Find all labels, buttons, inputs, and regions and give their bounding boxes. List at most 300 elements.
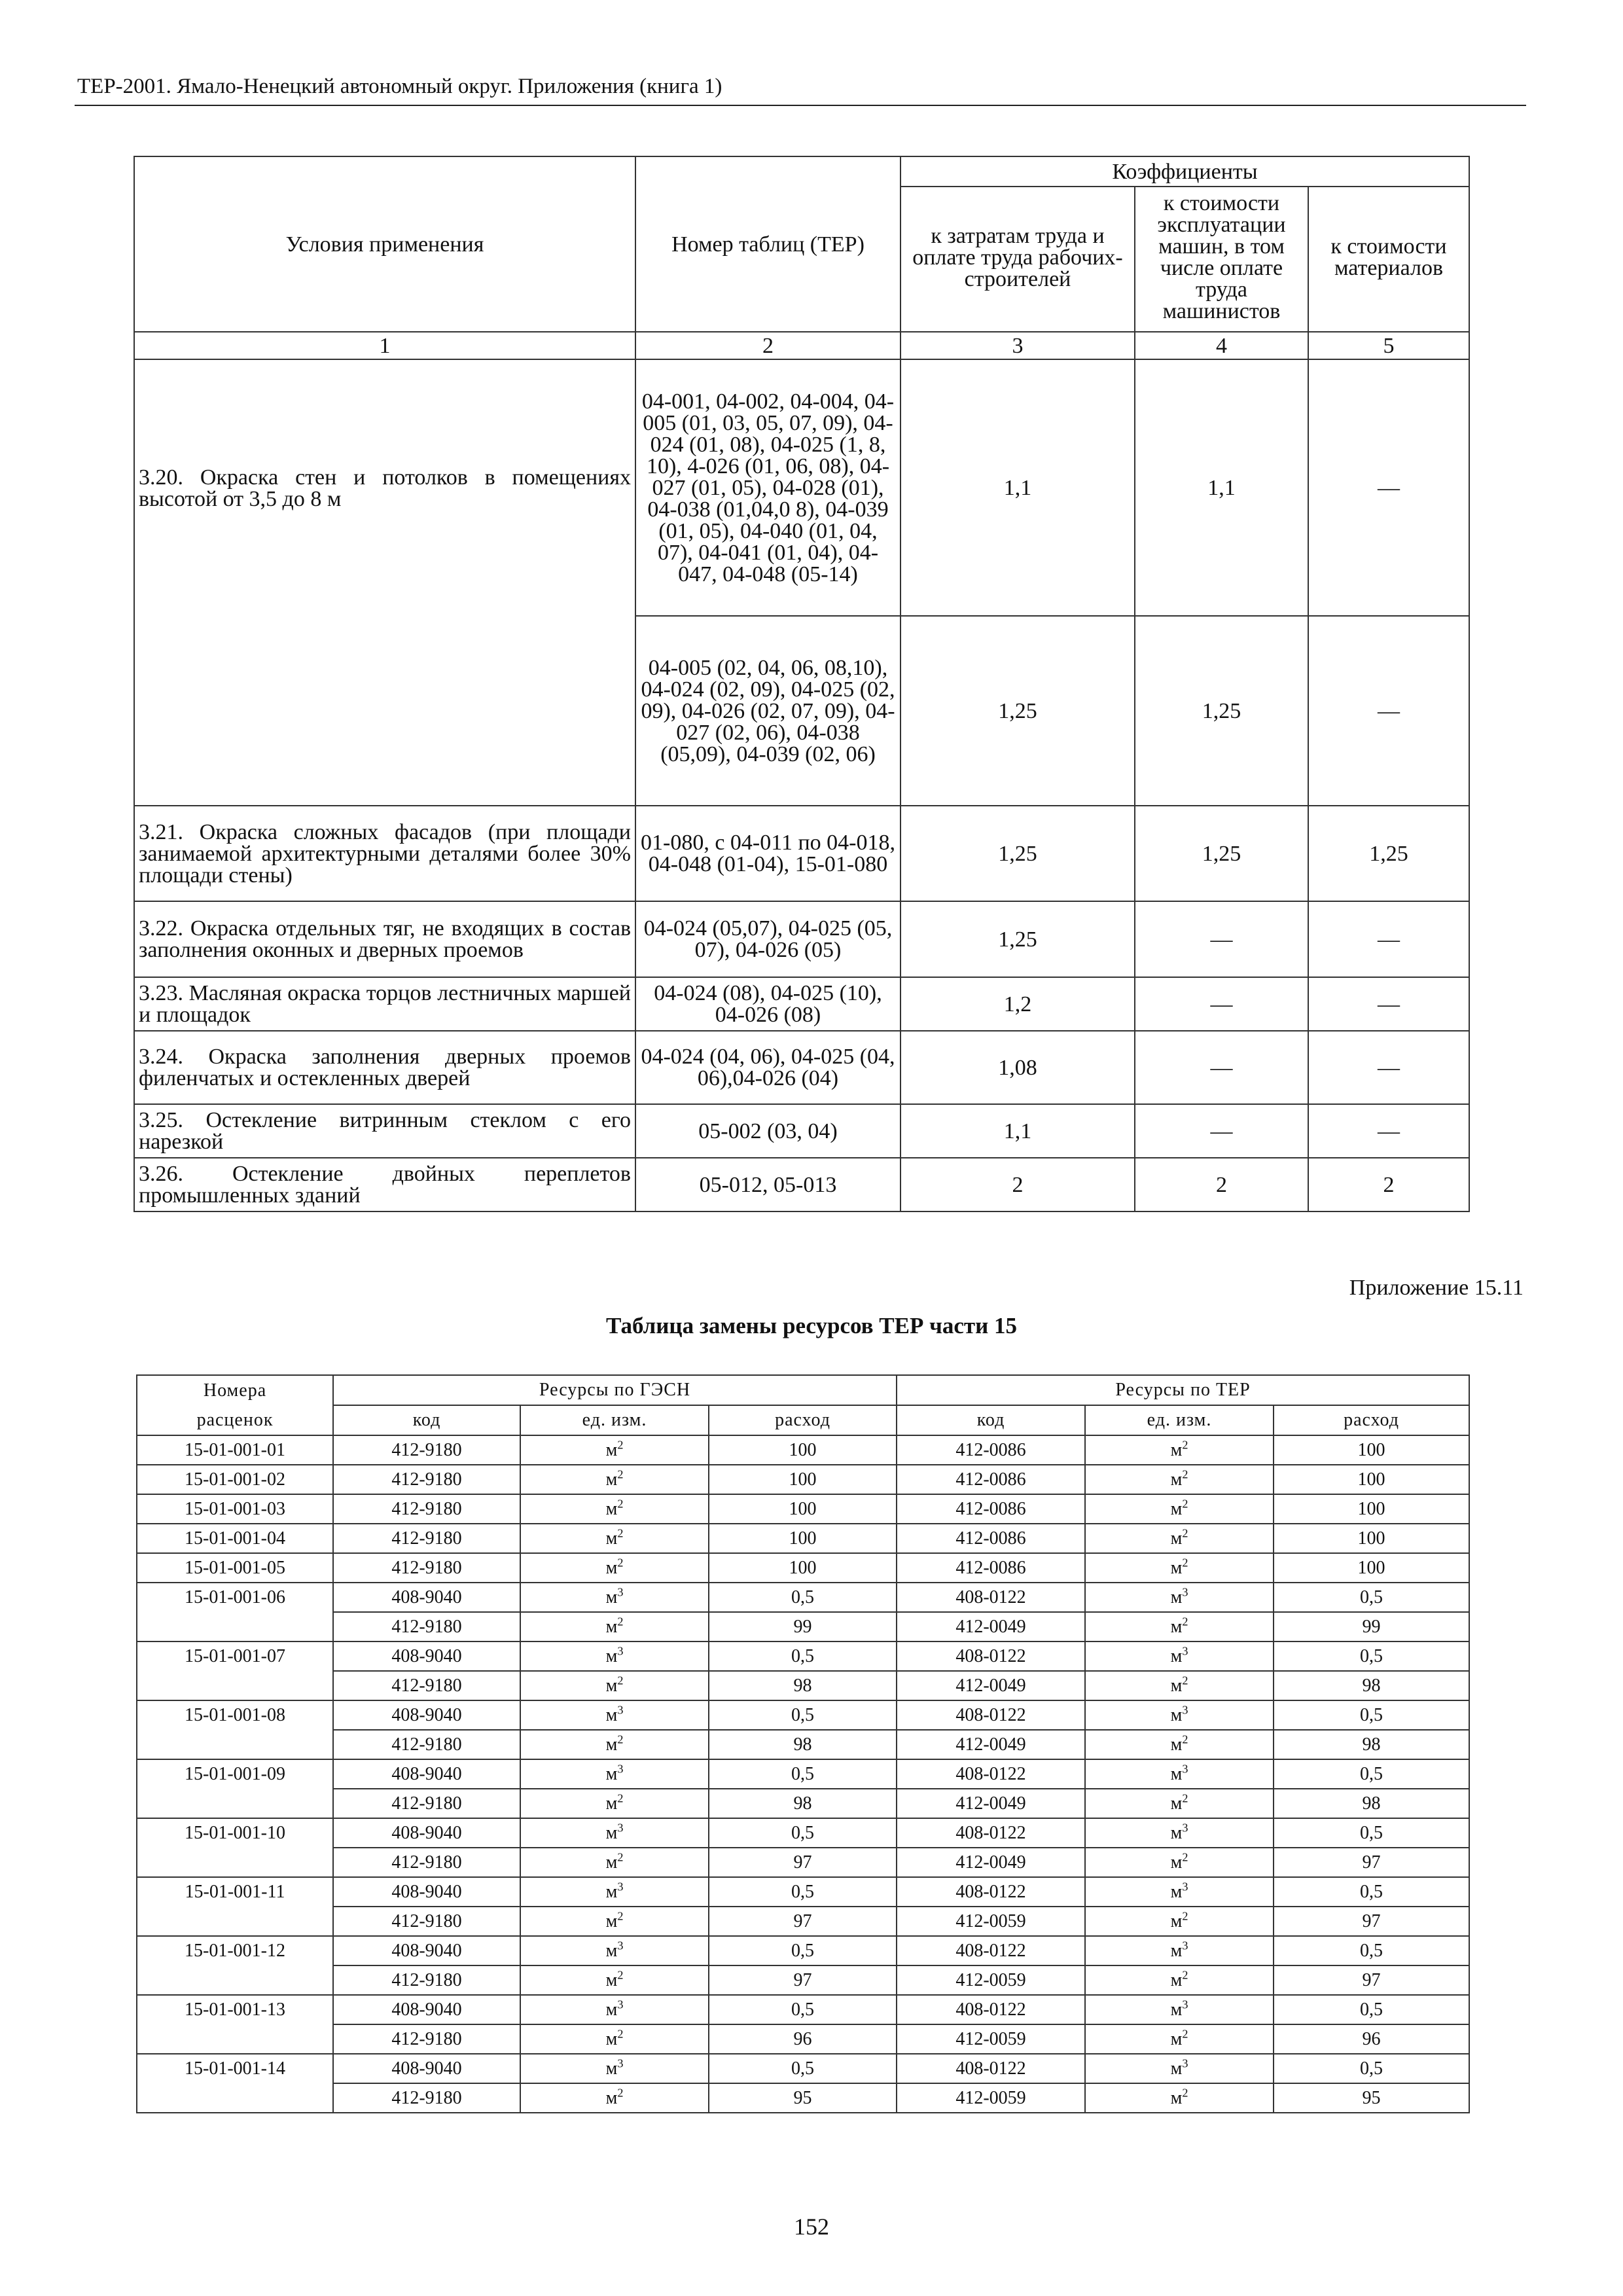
materials-coefficient: 2 — [1308, 1158, 1469, 1211]
ter-unit — [1085, 1494, 1274, 1524]
ter-rate: 98 — [1274, 1789, 1469, 1818]
gesn-code: 412-9180 — [333, 1612, 520, 1641]
unit-exponent: 3 — [617, 1939, 624, 1952]
ter-rate: 0,5 — [1274, 1700, 1469, 1730]
table-row — [137, 1612, 1469, 1641]
labor-coefficient: 1,08 — [901, 1031, 1135, 1104]
labor-coefficient: 1,25 — [901, 806, 1135, 901]
materials-coefficient: — — [1308, 1104, 1469, 1158]
table-numbers-cell: 04-001, 04-002, 04-004, 04-005 (01, 03, 05, 07, 09), 04-024 (01, 08), 04-025 (1, 8, 10), 4-026 (01, 06, 08), 04-027 (01, 05), 04-028 (01), 04-038 (01,04,0 8), 04-039 (01, 05), 04-040 (01, 04, 07), 04-041 (01, 04), 04-047, 04-048 (05-14) — [635, 359, 901, 616]
unit-base: м — [605, 1910, 618, 1931]
gesn-unit — [520, 1877, 709, 1907]
table-row — [137, 1936, 1469, 1965]
rate-number: 15-01-001-07 — [137, 1641, 333, 1671]
gesn-unit — [520, 1583, 709, 1612]
gesn-rate: 96 — [709, 2024, 897, 2054]
gesn-code: 412-9180 — [333, 1907, 520, 1936]
rate-number — [137, 2083, 333, 2113]
gesn-unit — [520, 2083, 709, 2113]
gesn-unit — [520, 1907, 709, 1936]
ter-rate: 97 — [1274, 1907, 1469, 1936]
rate-number: 15-01-001-02 — [137, 1465, 333, 1494]
gesn-unit — [520, 1730, 709, 1759]
unit-base: м — [605, 2058, 618, 2079]
machines-coefficient: 2 — [1135, 1158, 1308, 1211]
gesn-unit — [520, 1789, 709, 1818]
gesn-rate: 0,5 — [709, 1641, 897, 1671]
unit-exponent: 2 — [1182, 2086, 1188, 2100]
table-row — [137, 1965, 1469, 1995]
header-rate: расход — [709, 1405, 897, 1435]
gesn-rate: 97 — [709, 1965, 897, 1995]
ter-unit — [1085, 2083, 1274, 2113]
gesn-code: 412-9180 — [333, 1965, 520, 1995]
gesn-code: 412-9180 — [333, 1524, 520, 1553]
gesn-code: 408-9040 — [333, 2054, 520, 2083]
gesn-rate: 0,5 — [709, 1583, 897, 1612]
unit-exponent: 2 — [1182, 1467, 1188, 1481]
appendix-label: Приложение 15.11 — [1349, 1276, 1524, 1300]
coefficients-table — [134, 156, 1470, 1212]
column-number: 1 — [134, 332, 635, 359]
materials-coefficient: — — [1308, 1031, 1469, 1104]
materials-coefficient: — — [1308, 616, 1469, 806]
coefficient-row — [134, 359, 1469, 616]
header-rate: расход — [1274, 1405, 1469, 1435]
unit-exponent: 3 — [1182, 1880, 1188, 1893]
condition-cell: 3.21. Окраска сложных фасадов (при площади занимаемой архитектурными деталями более 30% площади стены) — [134, 806, 635, 901]
gesn-rate: 0,5 — [709, 1759, 897, 1789]
gesn-unit — [520, 2024, 709, 2054]
machines-coefficient: 1,25 — [1135, 616, 1308, 806]
condition-cell: 3.20. Окраска стен и потолков в помещениях высотой от 3,5 до 8 м — [134, 359, 635, 616]
ter-unit — [1085, 1583, 1274, 1612]
condition-cell: 3.26. Остекление двойных переплетов промышленных зданий — [134, 1158, 635, 1211]
labor-coefficient: 1,1 — [901, 359, 1135, 616]
rate-number — [137, 1965, 333, 1995]
ter-code: 412-0049 — [897, 1671, 1085, 1700]
machines-coefficient: 1,25 — [1135, 806, 1308, 901]
gesn-rate: 100 — [709, 1494, 897, 1524]
unit-base: м — [1170, 1675, 1183, 1696]
header-code: код — [333, 1405, 520, 1435]
ter-code: 408-0122 — [897, 1995, 1085, 2024]
table-title: Таблица замены ресурсов ТЕР части 15 — [606, 1313, 1017, 1338]
gesn-rate: 99 — [709, 1612, 897, 1641]
ter-unit — [1085, 1641, 1274, 1671]
ter-code: 412-0086 — [897, 1494, 1085, 1524]
table-row — [137, 2083, 1469, 2113]
gesn-rate: 100 — [709, 1553, 897, 1583]
gesn-unit — [520, 1465, 709, 1494]
unit-base: м — [1170, 1940, 1183, 1961]
header-rates: расценок — [137, 1405, 333, 1435]
machines-coefficient: 1,1 — [1135, 359, 1308, 616]
unit-base: м — [605, 1587, 618, 1607]
header-materials: к стоимости материалов — [1308, 187, 1469, 332]
unit-exponent: 3 — [1182, 1939, 1188, 1952]
gesn-code: 412-9180 — [333, 2083, 520, 2113]
ter-unit — [1085, 1671, 1274, 1700]
unit-base: м — [605, 1999, 618, 2020]
unit-base: м — [1170, 1763, 1183, 1784]
unit-exponent: 2 — [1182, 1909, 1188, 1923]
unit-base: м — [1170, 1645, 1183, 1666]
unit-exponent: 3 — [617, 1998, 624, 2011]
rate-number — [137, 1612, 333, 1641]
unit-base: м — [1170, 1734, 1183, 1755]
ter-rate: 100 — [1274, 1553, 1469, 1583]
header-unit: ед. изм. — [520, 1405, 709, 1435]
resource-replacement-table — [136, 1374, 1470, 2113]
ter-unit — [1085, 1936, 1274, 1965]
ter-code: 408-0122 — [897, 1759, 1085, 1789]
ter-unit — [1085, 1553, 1274, 1583]
unit-exponent: 2 — [617, 2086, 624, 2100]
labor-coefficient: 1,25 — [901, 616, 1135, 806]
rate-number: 15-01-001-05 — [137, 1553, 333, 1583]
ter-unit — [1085, 1877, 1274, 1907]
ter-unit — [1085, 1524, 1274, 1553]
ter-unit — [1085, 1700, 1274, 1730]
coefficient-row — [134, 901, 1469, 977]
ter-code: 408-0122 — [897, 1641, 1085, 1671]
rate-number — [137, 2024, 333, 2054]
ter-code: 408-0122 — [897, 1700, 1085, 1730]
ter-code: 408-0122 — [897, 1877, 1085, 1907]
gesn-code: 412-9180 — [333, 1435, 520, 1465]
ter-code: 408-0122 — [897, 1583, 1085, 1612]
rate-number: 15-01-001-12 — [137, 1936, 333, 1965]
machines-coefficient: — — [1135, 977, 1308, 1031]
rate-number — [137, 1730, 333, 1759]
rate-number: 15-01-001-01 — [137, 1435, 333, 1465]
unit-exponent: 2 — [1182, 1791, 1188, 1805]
ter-unit — [1085, 1789, 1274, 1818]
ter-rate: 96 — [1274, 2024, 1469, 2054]
unit-exponent: 2 — [617, 1615, 624, 1628]
gesn-rate: 0,5 — [709, 2054, 897, 2083]
coefficient-row — [134, 806, 1469, 901]
ter-unit — [1085, 1995, 1274, 2024]
coefficient-row — [134, 1031, 1469, 1104]
materials-coefficient: — — [1308, 359, 1469, 616]
ter-rate: 100 — [1274, 1494, 1469, 1524]
ter-code: 412-0086 — [897, 1435, 1085, 1465]
column-number: 4 — [1135, 332, 1308, 359]
ter-code: 412-0059 — [897, 1907, 1085, 1936]
unit-exponent: 3 — [1182, 1585, 1188, 1599]
table-row — [137, 1730, 1469, 1759]
ter-code: 408-0122 — [897, 1818, 1085, 1848]
ter-rate: 0,5 — [1274, 1641, 1469, 1671]
unit-base: м — [605, 1881, 618, 1902]
ter-unit — [1085, 1759, 1274, 1789]
ter-code: 412-0086 — [897, 1524, 1085, 1553]
machines-coefficient: — — [1135, 1104, 1308, 1158]
ter-rate: 0,5 — [1274, 1936, 1469, 1965]
table-row — [137, 1494, 1469, 1524]
coefficient-row — [134, 616, 1469, 806]
unit-base: м — [1170, 1557, 1183, 1578]
gesn-unit — [520, 1641, 709, 1671]
ter-code: 412-0049 — [897, 1612, 1085, 1641]
rate-number: 15-01-001-10 — [137, 1818, 333, 1848]
gesn-unit — [520, 1965, 709, 1995]
table-row — [137, 2054, 1469, 2083]
machines-coefficient: — — [1135, 1031, 1308, 1104]
materials-coefficient: — — [1308, 901, 1469, 977]
unit-exponent: 2 — [617, 2027, 624, 2041]
header-machines: к стоимости эксплуатации машин, в том числе оплате труда машинистов — [1135, 187, 1308, 332]
coefficient-row — [134, 977, 1469, 1031]
unit-base: м — [605, 1675, 618, 1696]
rate-number: 15-01-001-03 — [137, 1494, 333, 1524]
unit-base: м — [1170, 2028, 1183, 2049]
unit-base: м — [605, 1469, 618, 1490]
ter-code: 412-0086 — [897, 1553, 1085, 1583]
unit-exponent: 2 — [1182, 2027, 1188, 2041]
page-number: 152 — [794, 2214, 829, 2240]
unit-exponent: 2 — [1182, 1526, 1188, 1540]
column-number: 2 — [635, 332, 901, 359]
table-numbers-cell: 04-024 (08), 04-025 (10), 04-026 (08) — [635, 977, 901, 1031]
header-numbers: Номера — [137, 1375, 333, 1405]
unit-exponent: 3 — [617, 1762, 624, 1776]
rate-number — [137, 1671, 333, 1700]
table-row — [137, 1700, 1469, 1730]
unit-base: м — [605, 1528, 618, 1549]
unit-exponent: 2 — [1182, 1732, 1188, 1746]
ter-code: 412-0059 — [897, 2083, 1085, 2113]
condition-cell: 3.24. Окраска заполнения дверных проемов филенчатых и остекленных дверей — [134, 1031, 635, 1104]
gesn-code: 412-9180 — [333, 1789, 520, 1818]
ter-rate: 100 — [1274, 1524, 1469, 1553]
unit-exponent: 2 — [617, 1909, 624, 1923]
unit-exponent: 2 — [617, 1438, 624, 1452]
unit-exponent: 2 — [1182, 1674, 1188, 1687]
unit-base: м — [605, 1557, 618, 1578]
unit-exponent: 2 — [617, 1674, 624, 1687]
machines-coefficient: — — [1135, 901, 1308, 977]
gesn-unit — [520, 1612, 709, 1641]
unit-base: м — [605, 1940, 618, 1961]
table-row — [137, 1583, 1469, 1612]
unit-base: м — [605, 1616, 618, 1637]
unit-base: м — [1170, 1999, 1183, 2020]
gesn-unit — [520, 1700, 709, 1730]
labor-coefficient: 1,2 — [901, 977, 1135, 1031]
gesn-rate: 100 — [709, 1465, 897, 1494]
labor-coefficient: 1,25 — [901, 901, 1135, 977]
unit-base: м — [1170, 1587, 1183, 1607]
gesn-unit — [520, 1936, 709, 1965]
gesn-code: 412-9180 — [333, 1465, 520, 1494]
gesn-rate: 100 — [709, 1435, 897, 1465]
header-gesn-resources: Ресурсы по ГЭСН — [333, 1375, 897, 1405]
unit-base: м — [605, 1645, 618, 1666]
header-ter-resources: Ресурсы по ТЕР — [897, 1375, 1469, 1405]
header-table-number: Номер таблиц (ТЕР) — [635, 156, 901, 332]
ter-rate: 0,5 — [1274, 1818, 1469, 1848]
ter-unit — [1085, 1730, 1274, 1759]
header-unit: ед. изм. — [1085, 1405, 1274, 1435]
ter-rate: 98 — [1274, 1730, 1469, 1759]
unit-base: м — [1170, 1910, 1183, 1931]
ter-unit — [1085, 1965, 1274, 1995]
table-row — [137, 1465, 1469, 1494]
ter-rate: 100 — [1274, 1435, 1469, 1465]
unit-exponent: 3 — [1182, 1998, 1188, 2011]
table-numbers-cell: 04-005 (02, 04, 06, 08,10), 04-024 (02, 09), 04-025 (02, 09), 04-026 (02, 07, 09), 04-027 (02, 06), 04-038 (05,09), 04-039 (02, 06) — [635, 616, 901, 806]
table-row — [137, 1907, 1469, 1936]
unit-base: м — [1170, 1793, 1183, 1814]
ter-unit — [1085, 1435, 1274, 1465]
ter-rate: 0,5 — [1274, 1583, 1469, 1612]
column-number: 3 — [901, 332, 1135, 359]
unit-exponent: 3 — [617, 1880, 624, 1893]
table-row — [137, 1877, 1469, 1907]
rate-number: 15-01-001-04 — [137, 1524, 333, 1553]
unit-base: м — [605, 1793, 618, 1814]
table-numbers-cell: 04-024 (04, 06), 04-025 (04, 06),04-026 (04) — [635, 1031, 901, 1104]
ter-rate: 100 — [1274, 1465, 1469, 1494]
unit-exponent: 2 — [617, 1497, 624, 1511]
gesn-unit — [520, 1848, 709, 1877]
unit-exponent: 3 — [617, 1644, 624, 1658]
rate-number: 15-01-001-13 — [137, 1995, 333, 2024]
gesn-code: 412-9180 — [333, 1553, 520, 1583]
table-numbers-cell: 04-024 (05,07), 04-025 (05, 07), 04-026 (05) — [635, 901, 901, 977]
gesn-rate: 0,5 — [709, 1818, 897, 1848]
rate-number: 15-01-001-06 — [137, 1583, 333, 1612]
unit-base: м — [1170, 1528, 1183, 1549]
unit-base: м — [1170, 1881, 1183, 1902]
ter-rate: 0,5 — [1274, 1995, 1469, 2024]
gesn-unit — [520, 1553, 709, 1583]
unit-exponent: 2 — [617, 1850, 624, 1864]
gesn-unit — [520, 1435, 709, 1465]
unit-exponent: 2 — [1182, 1556, 1188, 1570]
unit-base: м — [1170, 2058, 1183, 2079]
header-rule — [75, 105, 1526, 106]
gesn-code: 408-9040 — [333, 1583, 520, 1612]
unit-base: м — [1170, 1616, 1183, 1637]
rate-number: 15-01-001-09 — [137, 1759, 333, 1789]
condition-cell: 3.22. Окраска отдельных тяг, не входящих в состав заполнения оконных и дверных проемов — [134, 901, 635, 977]
unit-exponent: 2 — [617, 1732, 624, 1746]
condition-cell: 3.25. Остекление витринным стеклом с его нарезкой — [134, 1104, 635, 1158]
unit-exponent: 3 — [1182, 1703, 1188, 1717]
table-row — [137, 1759, 1469, 1789]
coefficient-row — [134, 1158, 1469, 1211]
unit-exponent: 2 — [1182, 1968, 1188, 1982]
ter-code: 412-0059 — [897, 1965, 1085, 1995]
unit-exponent: 3 — [617, 1585, 624, 1599]
ter-code: 412-0086 — [897, 1465, 1085, 1494]
rate-number — [137, 1848, 333, 1877]
gesn-code: 408-9040 — [333, 1759, 520, 1789]
gesn-rate: 98 — [709, 1789, 897, 1818]
ter-unit — [1085, 1612, 1274, 1641]
unit-base: м — [605, 1969, 618, 1990]
gesn-unit — [520, 1494, 709, 1524]
gesn-code: 408-9040 — [333, 1995, 520, 2024]
column-number: 5 — [1308, 332, 1469, 359]
unit-exponent: 2 — [1182, 1497, 1188, 1511]
labor-coefficient: 2 — [901, 1158, 1135, 1211]
table-row — [137, 1848, 1469, 1877]
unit-base: м — [1170, 1469, 1183, 1490]
gesn-code: 408-9040 — [333, 1641, 520, 1671]
ter-rate: 99 — [1274, 1612, 1469, 1641]
unit-base: м — [1170, 1498, 1183, 1519]
table-row — [137, 1524, 1469, 1553]
rate-number: 15-01-001-14 — [137, 2054, 333, 2083]
gesn-unit — [520, 1995, 709, 2024]
unit-exponent: 2 — [617, 1968, 624, 1982]
unit-exponent: 3 — [1182, 2056, 1188, 2070]
unit-base: м — [1170, 1822, 1183, 1843]
unit-exponent: 2 — [1182, 1438, 1188, 1452]
gesn-unit — [520, 2054, 709, 2083]
ter-code: 412-0059 — [897, 2024, 1085, 2054]
gesn-rate: 98 — [709, 1730, 897, 1759]
unit-base: м — [605, 1852, 618, 1873]
gesn-unit — [520, 1759, 709, 1789]
gesn-rate: 0,5 — [709, 1995, 897, 2024]
gesn-code: 412-9180 — [333, 1848, 520, 1877]
table-row — [137, 1818, 1469, 1848]
ter-unit — [1085, 2024, 1274, 2054]
gesn-code: 408-9040 — [333, 1877, 520, 1907]
gesn-code: 408-9040 — [333, 1700, 520, 1730]
rate-number: 15-01-001-08 — [137, 1700, 333, 1730]
gesn-code: 412-9180 — [333, 1730, 520, 1759]
unit-base: м — [605, 1498, 618, 1519]
header-code: код — [897, 1405, 1085, 1435]
ter-code: 412-0049 — [897, 1848, 1085, 1877]
unit-exponent: 3 — [1182, 1762, 1188, 1776]
unit-base: м — [605, 1704, 618, 1725]
table-row — [137, 1553, 1469, 1583]
unit-base: м — [1170, 1439, 1183, 1460]
ter-rate: 97 — [1274, 1965, 1469, 1995]
ter-rate: 0,5 — [1274, 1877, 1469, 1907]
unit-exponent: 3 — [617, 1703, 624, 1717]
condition-cell — [134, 616, 635, 806]
gesn-rate: 97 — [709, 1848, 897, 1877]
rate-number — [137, 1907, 333, 1936]
unit-exponent: 2 — [617, 1526, 624, 1540]
labor-coefficient: 1,1 — [901, 1104, 1135, 1158]
unit-base: м — [1170, 2087, 1183, 2108]
gesn-rate: 97 — [709, 1907, 897, 1936]
gesn-rate: 0,5 — [709, 1936, 897, 1965]
gesn-code: 408-9040 — [333, 1818, 520, 1848]
table-row — [137, 1671, 1469, 1700]
ter-rate: 95 — [1274, 2083, 1469, 2113]
ter-rate: 98 — [1274, 1671, 1469, 1700]
ter-code: 408-0122 — [897, 2054, 1085, 2083]
table-row — [137, 1435, 1469, 1465]
coefficient-row — [134, 1104, 1469, 1158]
ter-code: 408-0122 — [897, 1936, 1085, 1965]
unit-base: м — [1170, 1704, 1183, 1725]
unit-exponent: 2 — [617, 1467, 624, 1481]
gesn-unit — [520, 1818, 709, 1848]
ter-rate: 0,5 — [1274, 1759, 1469, 1789]
